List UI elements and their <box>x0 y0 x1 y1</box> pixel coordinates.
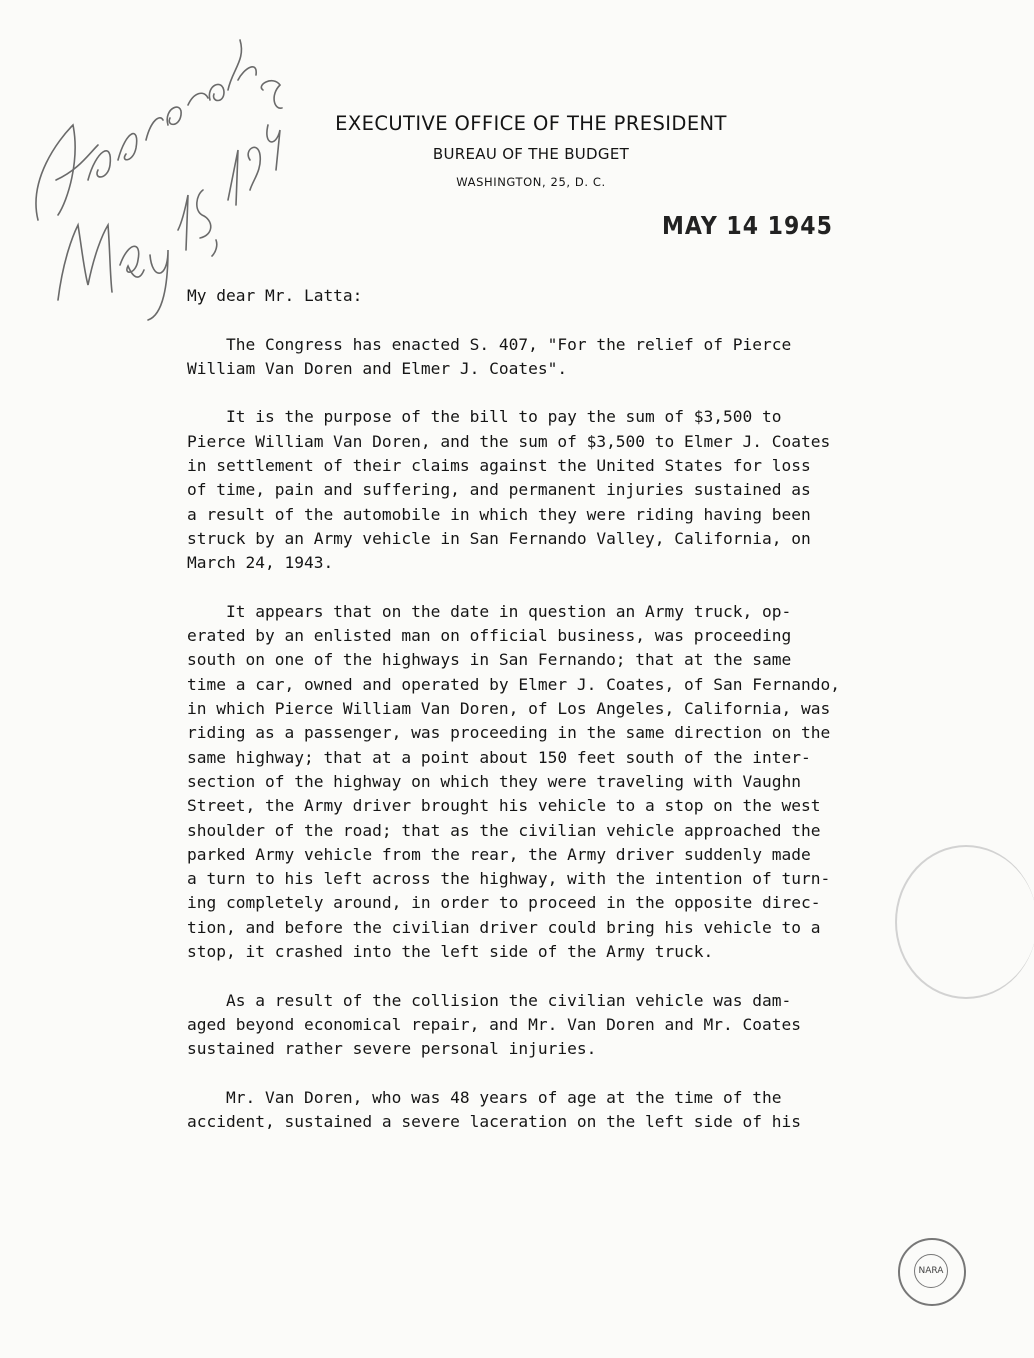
truman-library-seal-icon <box>898 1238 966 1306</box>
letter-body <box>187 284 887 1159</box>
letterhead-bureau: BUREAU OF THE BUDGET <box>432 145 630 163</box>
paragraph-injuries: Mr. Van Doren, who was 48 years of age at the time of the accident, sustained a severe laceration on the left side of his <box>187 1087 801 1132</box>
date-stamp: MAY 14 1945 <box>662 212 833 241</box>
paragraph-facts: It appears that on the date in question an Army truck, op- erated by an enlisted man on official business, was proceeding south on one of the highways in San Fernando; that at the same time a car, owned and operated by Elmer J. Coates, of San Fernando, in which Pierce William Van Doren, of Los Angeles, California, was riding as a passenger, was proceeding in the same direction on the same highway; that at a point about 150 feet south of the inter- section of the highway on which they were traveling with Vaughn Street, the Army driver brought his vehicle to a stop on the west shoulder of the road; that as the civilian vehicle approached the parked Army vehicle from the rear, the Army driver suddenly made a turn to his left across the highway, with the intention of turn- ing completely around, in order to proceed in the opposite direc- tion, and before the civilian driver could bring his vehicle to a stop, it crashed into the left side of the Army truck. <box>187 601 840 962</box>
paragraph-purpose: It is the purpose of the bill to pay the sum of $3,500 to Pierce William Van Doren, and the sum of $3,500 to Elmer J. Coates in settlement of their claims against the United States for loss of time, pain and suffering, and permanent injuries sustained as a result of the automobile in which they were riding having been struck by an Army vehicle in San Fernando Valley, California, on March 24, 1943. <box>187 407 831 573</box>
archives-seal-icon <box>895 845 1034 999</box>
salutation: My dear Mr. Latta: <box>187 286 363 305</box>
letterhead-city: WASHINGTON, 25, D. C. <box>456 175 606 189</box>
paragraph-result: As a result of the collision the civilian vehicle was dam- aged beyond economical repair, and Mr. Van Doren and Mr. Coates sustained rather severe personal injuries. <box>187 990 801 1059</box>
truman-seal-label: NARA <box>914 1254 948 1288</box>
letterhead-office: EXECUTIVE OFFICE OF THE PRESIDENT <box>335 112 727 135</box>
paragraph-enactment: The Congress has enacted S. 407, "For the relief of Pierce William Van Doren and Elmer J. Coates". <box>187 334 792 378</box>
